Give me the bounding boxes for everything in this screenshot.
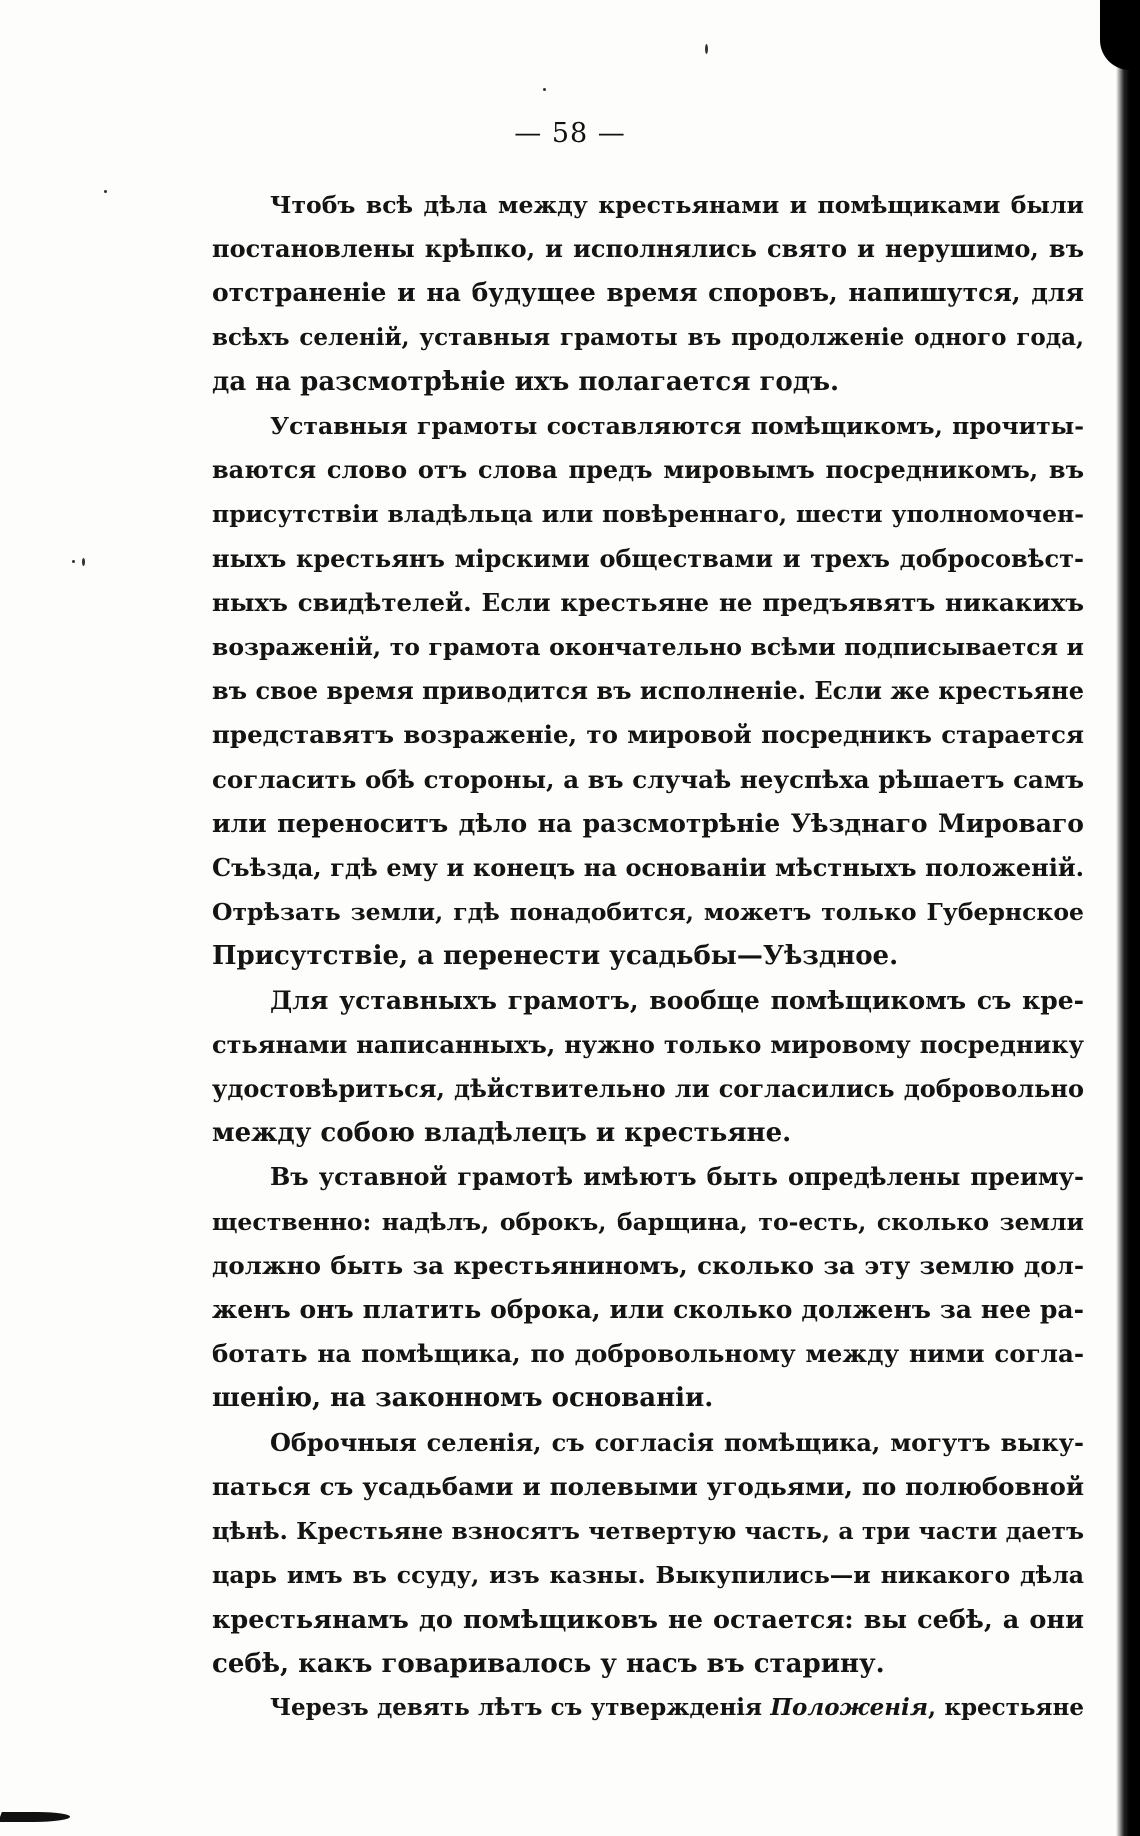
text-line: Чтобъ всѣ дѣла между крестьянами и помѣщиками были: [270, 191, 1084, 219]
text-line: царь имъ въ ссуду, изъ казны. Выкупились—и никакого дѣла: [212, 1561, 1084, 1590]
text-line: Въ уставной грамотѣ имѣютъ быть опредѣлены преиму-: [270, 1162, 1084, 1192]
scan-speck: [82, 558, 85, 566]
text-line: отстраненіе и на будущее время споровъ, напишутся, для: [212, 278, 1084, 308]
text-line: ныхъ крестьянъ мірскими обществами и трехъ добросовѣст-: [212, 543, 1084, 573]
scan-edge-shadow: [1116, 0, 1140, 1836]
scan-speck: [543, 88, 546, 91]
text-fragment: , крестьяне: [928, 1693, 1084, 1721]
text-line: возраженій, то грамота окончательно всѣми подписывается и: [212, 633, 1084, 662]
scan-speck: [705, 44, 708, 54]
text-line: или переноситъ дѣло на разсмотрѣніе Уѣзднаго Мироваго: [212, 808, 1084, 838]
text-line: ботать на помѣщика, по добровольному между ними согла-: [212, 1339, 1084, 1369]
text-line: присутствіи владѣльца или повѣреннаго, шести уполномочен-: [212, 500, 1084, 529]
body-text: [212, 183, 1084, 1730]
scan-smudge-mark: [0, 1812, 72, 1822]
text-line: всѣхъ селеній, уставныя грамоты въ продолженіе одного года,: [212, 323, 1084, 351]
page-number: — 58 —: [514, 118, 626, 149]
scan-speck: [104, 190, 107, 193]
text-line: ваются слово отъ слова предъ мировымъ посредникомъ, въ: [212, 455, 1084, 485]
scan-edge-corner: [1100, 0, 1130, 70]
italic-term: Положенія: [770, 1693, 929, 1721]
text-line: стьянами написанныхъ, нужно только мировому посреднику: [212, 1029, 1084, 1059]
text-line: постановлены крѣпко, и исполнялись свято и нерушимо, въ: [212, 234, 1084, 264]
text-line: крестьянамъ до помѣщиковъ не остается: вы себѣ, а они: [212, 1604, 1084, 1635]
text-line: Присутствіе, а перенести усадьбы—Уѣздное.: [212, 941, 899, 972]
text-line: женъ онъ платить оброка, или сколько долженъ за нее ра-: [212, 1295, 1084, 1325]
text-line: Для уставныхъ грамотъ, вообще помѣщикомъ съ кре-: [270, 985, 1084, 1015]
text-fragment: Черезъ девять лѣтъ съ утвержденія: [270, 1693, 771, 1721]
text-line: [212, 1686, 1084, 1730]
text-line: удостовѣриться, дѣйствительно ли согласились добровольно: [212, 1074, 1084, 1104]
text-line: шенію, на законномъ основаніи.: [212, 1383, 714, 1414]
scan-speck: [72, 560, 75, 563]
text-line: себѣ, какъ говаривалось у насъ въ старину.: [212, 1648, 885, 1679]
text-line: Уставныя грамоты составляются помѣщикомъ, прочиты-: [270, 412, 1084, 441]
text-line: между собою владѣлецъ и крестьяне.: [212, 1118, 792, 1149]
text-line: щественно: надѣлъ, оброкъ, барщина, то-есть, сколько земли: [212, 1207, 1084, 1236]
text-line: паться съ усадьбами и полевыми угодьями, по полюбовной: [212, 1471, 1084, 1501]
text-line: въ свое время приводится въ исполненіе. Если же крестьяне: [212, 676, 1084, 706]
text-line: Отрѣзать земли, гдѣ понадобится, можетъ только Губернское: [212, 898, 1084, 927]
text-line: Оброчныя селенія, съ согласія помѣщика, могутъ выку-: [270, 1427, 1084, 1457]
text-line: должно быть за крестьяниномъ, сколько за эту землю дол-: [212, 1250, 1084, 1280]
text-line: согласить обѣ стороны, а въ случаѣ неуспѣха рѣшаетъ самъ: [212, 764, 1084, 794]
text-line: представятъ возраженіе, то мировой посредникъ старается: [212, 720, 1084, 750]
text-line: Съѣзда, гдѣ ему и конецъ на основаніи мѣстныхъ положеній.: [212, 853, 1084, 883]
text-line: цѣнѣ. Крестьяне взносятъ четвертую часть, а три части даетъ: [212, 1517, 1084, 1546]
text-line: да на разсмотрѣніе ихъ полагается годъ.: [212, 366, 840, 397]
text-line: ныхъ свидѣтелей. Если крестьяне не предъявятъ никакихъ: [212, 587, 1084, 617]
